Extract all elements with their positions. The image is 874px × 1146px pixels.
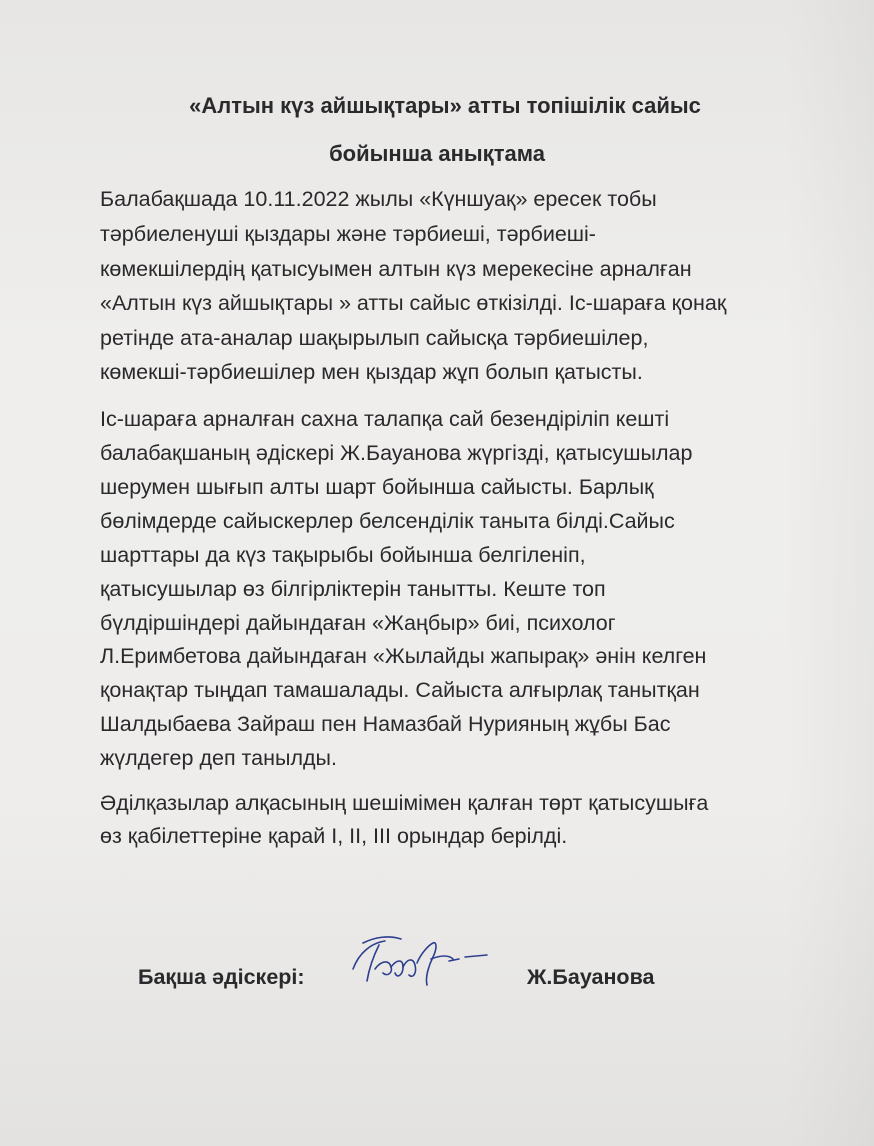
document-title-line-1: «Алтын күз айшықтары» атты топішілік сайыс <box>189 93 701 118</box>
handwritten-signature-icon <box>345 923 495 993</box>
paragraph-1-line-5: ретінде ата-аналар шақырылып сайысқа тәрбиешілер, <box>100 326 649 350</box>
paragraph-2-line-6: қатысушылар өз білгірліктерін танытты. Кеште топ <box>100 577 606 601</box>
document-title-line-2: бойынша анықтама <box>329 141 545 166</box>
paragraph-2-line-3: шерумен шығып алты шарт бойынша сайысты. Барлық <box>100 475 654 499</box>
paragraph-2-line-5: шарттары да күз тақырыбы бойынша белгіленіп, <box>100 543 586 567</box>
paragraph-2-line-11: жүлдегер деп танылды. <box>100 746 337 770</box>
paragraph-1-line-1: Балабақшада 10.11.2022 жылы «Күншуақ» ересек тобы <box>100 187 657 211</box>
paragraph-2-line-9: қонақтар тыңдап тамашалады. Сайыста алғырлақ танытқан <box>100 678 700 702</box>
signature-name: Ж.Бауанова <box>527 965 655 989</box>
paragraph-2-line-7: бүлдіршіндері дайындаған «Жаңбыр» биі, психолог <box>100 611 616 635</box>
paragraph-1-line-3: көмекшілердің қатысуымен алтын күз мерекесіне арналған <box>100 257 692 281</box>
paragraph-1-line-2: тәрбиеленуші қыздары және тәрбиеші, тәрбиеші- <box>100 222 596 246</box>
paragraph-1-line-4: «Алтын күз айшықтары » атты сайыс өткізілді. Іс-шараға қонақ <box>100 291 727 315</box>
paragraph-3-line-2: өз қабілеттеріне қарай І, ІІ, ІІІ орындар берілді. <box>100 824 568 848</box>
paragraph-3-line-1: Әділқазылар алқасының шешімімен қалған төрт қатысушыға <box>100 791 709 815</box>
paragraph-2-line-10: Шалдыбаева Зайраш пен Намазбай Нурияның жұбы Бас <box>100 712 671 736</box>
signature-block <box>0 965 874 1005</box>
paragraph-2-line-2: балабақшаның әдіскері Ж.Бауанова жүргізді, қатысушылар <box>100 441 693 465</box>
paragraph-2-line-4: бөлімдерде сайыскерлер белсенділік таныта білді.Сайыс <box>100 509 675 533</box>
paragraph-2-line-1: Іс-шараға арналған сахна талапқа сай безендіріліп кешті <box>100 407 670 431</box>
paragraph-1-line-6: көмекші-тәрбиешілер мен қыздар жұп болып қатысты. <box>100 360 643 384</box>
paragraph-2-line-8: Л.Еримбетова дайындаған «Жылайды жапырақ» әнін келген <box>100 644 707 668</box>
signature-label: Бақша әдіскері: <box>138 965 305 989</box>
